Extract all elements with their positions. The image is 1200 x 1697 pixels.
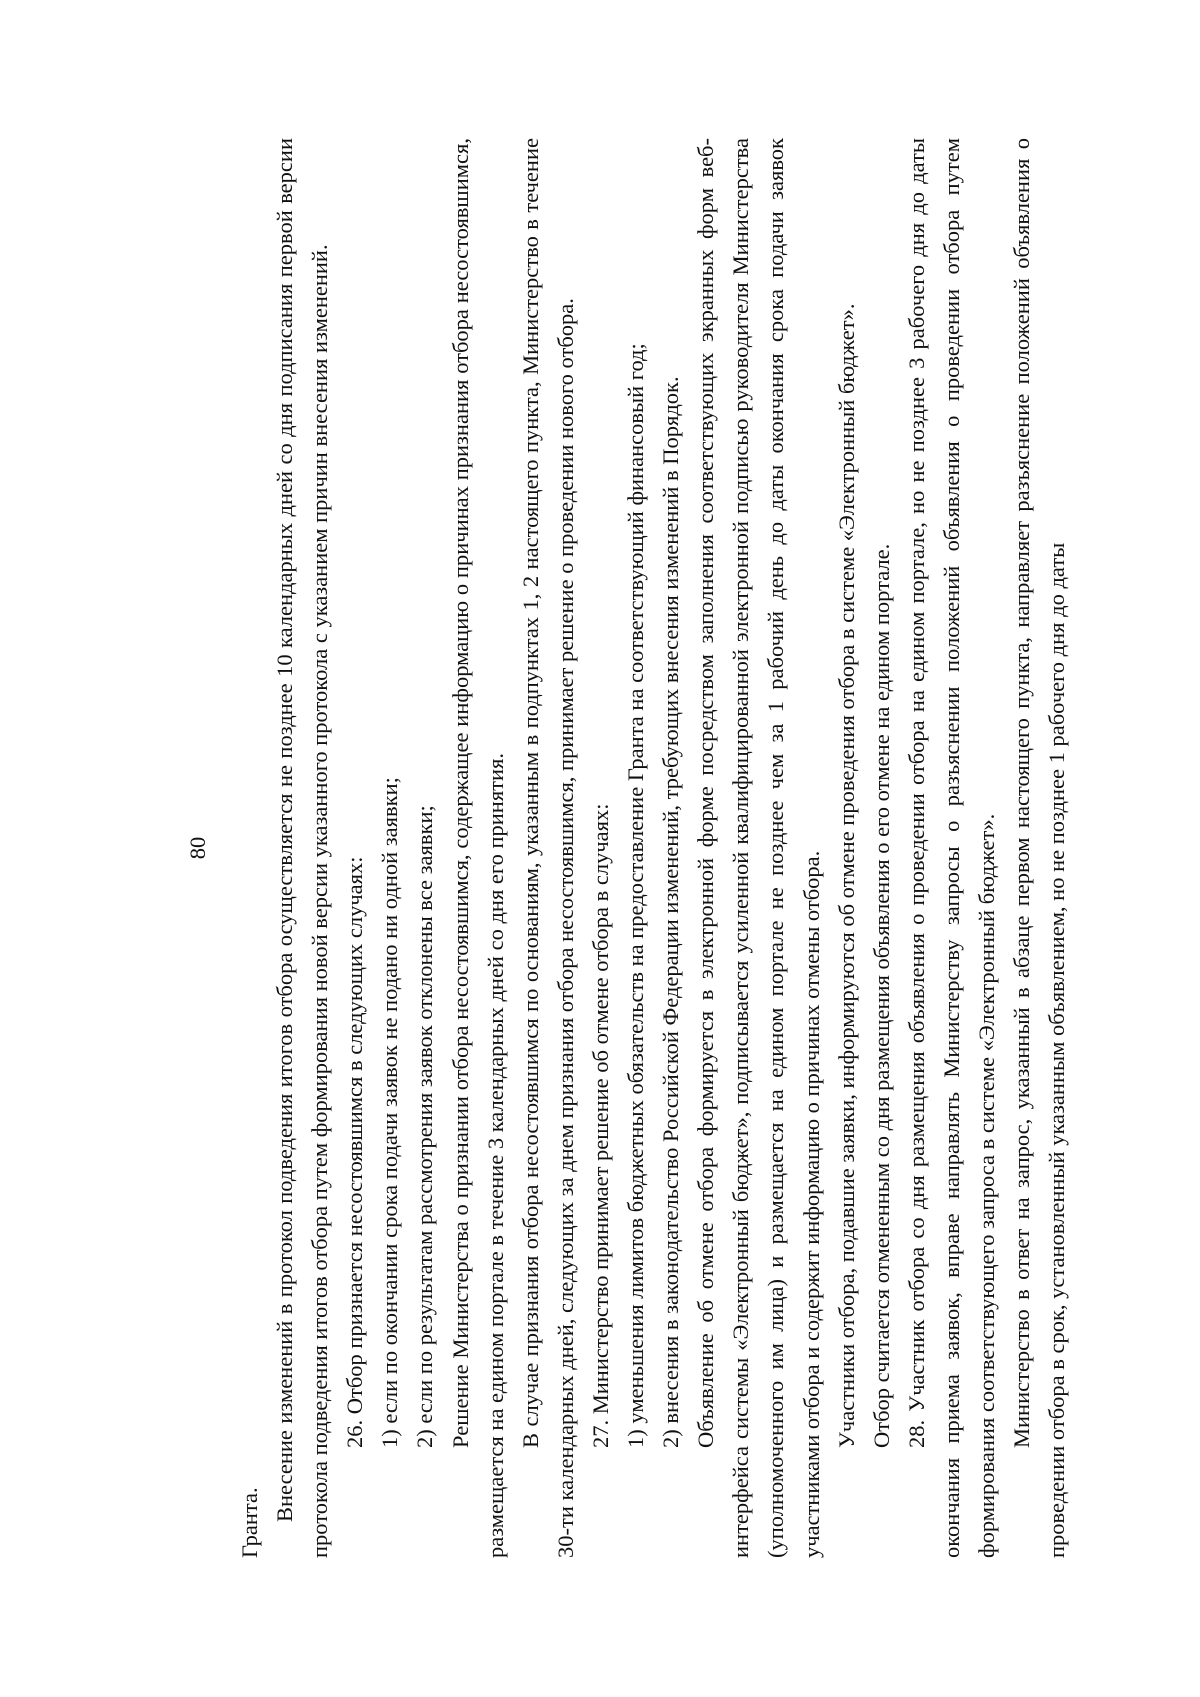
document-body bbox=[232, 138, 1074, 1558]
paragraph-26-item-2: 2) если по результатам рассмотрения заявок отклонены все заявки; bbox=[412, 805, 438, 1448]
paragraph-27-announcement: Объявление об отмене отбора формируется в электронной форме посредством заполнения соответствующих экранных форм веб-интерфейса системы «Электронный бюджет», подписывается усиленной квалифицированной электронной подписью руководителя Министерства (уполномоченного им лица) и размещается на едином портале не позднее чем за 1 рабочий день до даты окончания срока подачи заявок участниками отбора и содержит информацию о причинах отмены отбора. bbox=[693, 138, 824, 1558]
paragraph-27-heading: 27. Министерство принимает решение об отмене отбора в случаях: bbox=[587, 803, 613, 1448]
paragraph-grant-end: Гранта. bbox=[237, 1487, 262, 1558]
paragraph-27-item-2: 2) внесения в законодательство Российской Федерации изменений, требующих внесения изменений в Порядок. bbox=[658, 376, 684, 1448]
page-number: 80 bbox=[185, 836, 210, 860]
paragraph-26-item-1: 1) если по окончании срока подачи заявок не подано ни одной заявки; bbox=[377, 777, 403, 1448]
paragraph-26-decision: Решение Министерства о признании отбора несостоявшимся, содержащее информацию о причинах признания отбора несостоявшимся, размещается на едином портале в течение 3 календарных дней со дня его принятия. bbox=[447, 138, 508, 1558]
paragraph-27-cancelled: Отбор считается отмененным со дня размещения объявления о его отмене на едином портале. bbox=[868, 543, 894, 1448]
paragraph-28-requests: 28. Участник отбора со дня размещения объявления о проведении отбора на едином портале, но не позднее 3 рабочего дня до даты окончания приема заявок, вправе направлять Министерству запросы о разъяснении положений объявления о проведении отбора путем формирования соответствующего запроса в системе «Электронный бюджет». bbox=[903, 138, 999, 1558]
paragraph-26-heading: 26. Отбор признается несостоявшимся в следующих случаях: bbox=[342, 856, 368, 1448]
paragraph-27-item-1: 1) уменьшения лимитов бюджетных обязательств на предоставление Гранта на соответствующий финансовый год; bbox=[623, 343, 649, 1448]
paragraph-26-new-selection: В случае признания отбора несостоявшимся по основаниям, указанным в подпунктах 1, 2 настоящего пункта, Министерство в течение 30-ти календарных дней, следующих за днем признания отбора несостоявшимся, принимает решение о проведении нового отбора. bbox=[517, 138, 578, 1558]
rotated-sheet bbox=[150, 138, 1070, 1558]
paragraph-28-response: Министерство в ответ на запрос, указанный в абзаце первом настоящего пункта, направляет разъяснение положений объявления о проведении отбора в срок, установленный указанным объявлением, но не позднее 1 рабочего дня до даты bbox=[1009, 138, 1070, 1558]
paragraph-protocol-changes: Внесение изменений в протокол подведения итогов отбора осуществляется не позднее 10 календарных дней со дня подписания первой версии протокола подведения итогов отбора путем формирования новой версии указанного протокола с указанием причин внесения изменений. bbox=[272, 138, 333, 1558]
paragraph-27-participants: Участники отбора, подавшие заявки, информируются об отмене проведения отбора в системе «Электронный бюджет». bbox=[833, 303, 859, 1448]
